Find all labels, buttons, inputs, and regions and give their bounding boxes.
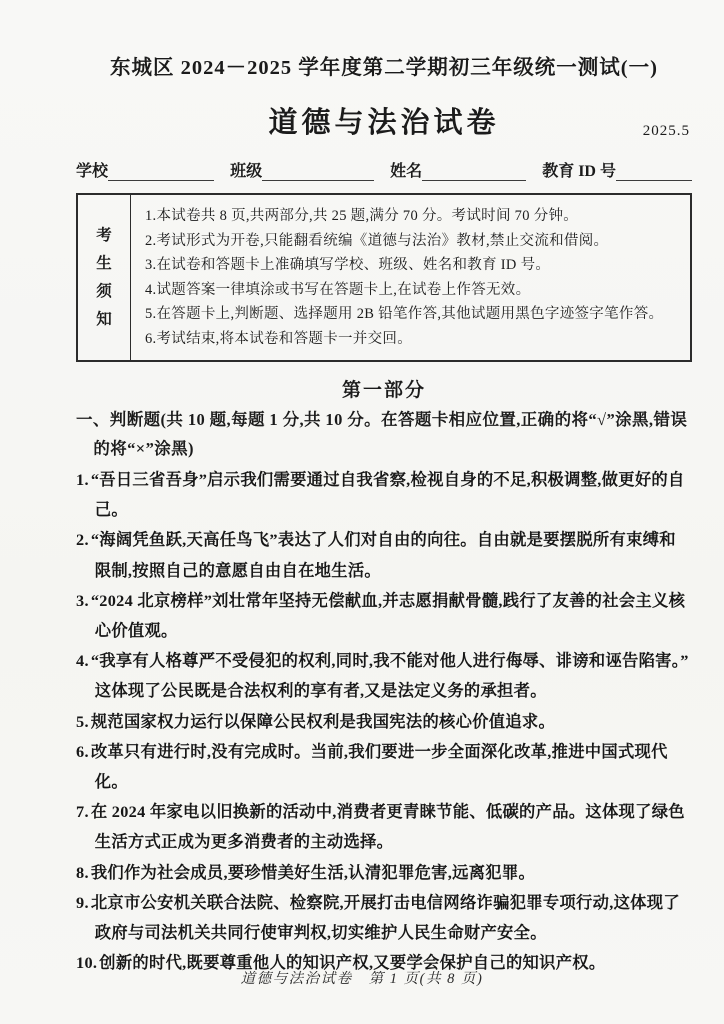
- question-1: [76, 465, 692, 525]
- question-1-text: “吾日三省吾身”启示我们需要通过自我省察,检视自身的不足,积极调整,做更好的自己。: [90, 470, 685, 520]
- school-field: [76, 158, 214, 181]
- section-one-title: 一、判断题(共 10 题,每题 1 分,共 10 分。在答题卡相应位置,正确的将“√”涂黑,错误的将“×”涂黑): [76, 410, 688, 458]
- notice-item-5: 5.在答题卡上,判断题、选择题用 2B 铅笔作答,其他试题用黑色字迹签字笔作答。: [145, 306, 664, 322]
- exam-date: 2025.5: [642, 123, 690, 139]
- examinee-notice-box: [76, 193, 692, 362]
- class-field: [230, 158, 374, 181]
- question-3-number: 3.: [76, 590, 89, 610]
- examinee-notice-items: [131, 195, 690, 360]
- question-8: [76, 858, 692, 888]
- exam-title: 道德与法治试卷: [268, 107, 500, 139]
- question-10-number: 10.: [76, 953, 98, 973]
- notice-item-3: 3.在试卷和答题卡上准确填写学校、班级、姓名和教育 ID 号。: [145, 257, 551, 273]
- question-6-text: 改革只有进行时,没有完成时。当前,我们要进一步全面深化改革,推进中国式现代化。: [90, 741, 668, 792]
- question-5-number: 5.: [76, 711, 89, 731]
- judgment-questions-list: [76, 465, 692, 978]
- question-10-text: 创新的时代,既要尊重他人的知识产权,又要学会保护自己的知识产权。: [99, 953, 606, 973]
- question-7-number: 7.: [76, 802, 89, 822]
- notice-item-6: 6.考试结束,将本试卷和答题卡一并交回。: [145, 330, 412, 347]
- examinee-notice-side-label: 考生须知: [96, 226, 112, 328]
- question-8-text: 我们作为社会成员,要珍惜美好生活,认清犯罪危害,远离犯罪。: [90, 862, 536, 882]
- question-9: [76, 888, 692, 948]
- question-5: [76, 707, 692, 737]
- class-blank-line: [262, 162, 374, 181]
- question-4-number: 4.: [76, 651, 89, 671]
- exam-session-heading: 东城区 2024－2025 学年度第二学期初三年级统一测试(一): [110, 57, 658, 79]
- school-blank-line: [108, 162, 214, 181]
- question-2: [76, 525, 692, 585]
- question-3: [76, 586, 692, 646]
- education-id-field-label: 教育 ID 号: [542, 163, 616, 180]
- question-7: [76, 797, 692, 857]
- education-id-blank-line: [616, 162, 692, 181]
- name-field-label: 姓名: [390, 163, 423, 180]
- notice-item-2: 2.考试形式为开卷,只能翻看统编《道德与法治》教材,禁止交流和借阅。: [145, 232, 609, 249]
- class-field-label: 班级: [230, 163, 263, 180]
- title-row: [76, 100, 692, 140]
- question-4: [76, 646, 692, 706]
- question-7-text: 在 2024 年家电以旧换新的活动中,消费者更青睐节能、低碳的产品。这体现了绿色生活方式正成为更多消费者的主动选择。: [90, 802, 685, 852]
- question-9-number: 9.: [76, 892, 89, 912]
- question-9-text: 北京市公安机关联合法院、检察院,开展打击电信网络诈骗犯罪专项行动,这体现了政府与司法机关共同行使审判权,切实维护人民生命财产安全。: [90, 892, 680, 943]
- question-5-text: 规范国家权力运行以保障公民权利是我国宪法的核心价值追求。: [90, 711, 556, 731]
- question-4-text: “我享有人格尊严不受侵犯的权利,同时,我不能对他人进行侮辱、诽谤和诬告陷害。”这体现了公民既是合法权利的享有者,又是法定义务的承担者。: [90, 651, 689, 701]
- page-footer: 道德与法治试卷 第 1 页(共 8 页): [240, 971, 484, 987]
- question-3-text: “2024 北京榜样”刘壮常年坚持无偿献血,并志愿捐献骨髓,践行了友善的社会主义核心价值观。: [90, 590, 686, 641]
- question-2-text: “海阔凭鱼跃,天高任鸟飞”表达了人们对自由的向往。自由就是要摆脱所有束缚和限制,按照自己的意愿自由自在地生活。: [90, 530, 676, 580]
- part-one-heading: 第一部分: [341, 380, 426, 401]
- question-1-number: 1.: [76, 470, 89, 489]
- question-2-number: 2.: [76, 530, 89, 550]
- student-info-row: [76, 158, 692, 181]
- notice-item-1: 1.本试卷共 8 页,共两部分,共 25 题,满分 70 分。考试时间 70 分钟。: [145, 208, 579, 224]
- school-field-label: 学校: [76, 163, 109, 180]
- question-6-number: 6.: [76, 741, 89, 761]
- question-6: [76, 737, 692, 797]
- name-field: [390, 158, 526, 181]
- education-id-field: [542, 158, 692, 181]
- name-blank-line: [422, 162, 526, 181]
- notice-item-4: 4.试题答案一律填涂或书写在答题卡上,在试卷上作答无效。: [145, 281, 531, 298]
- question-8-number: 8.: [76, 862, 89, 882]
- examinee-notice-side: [78, 195, 131, 360]
